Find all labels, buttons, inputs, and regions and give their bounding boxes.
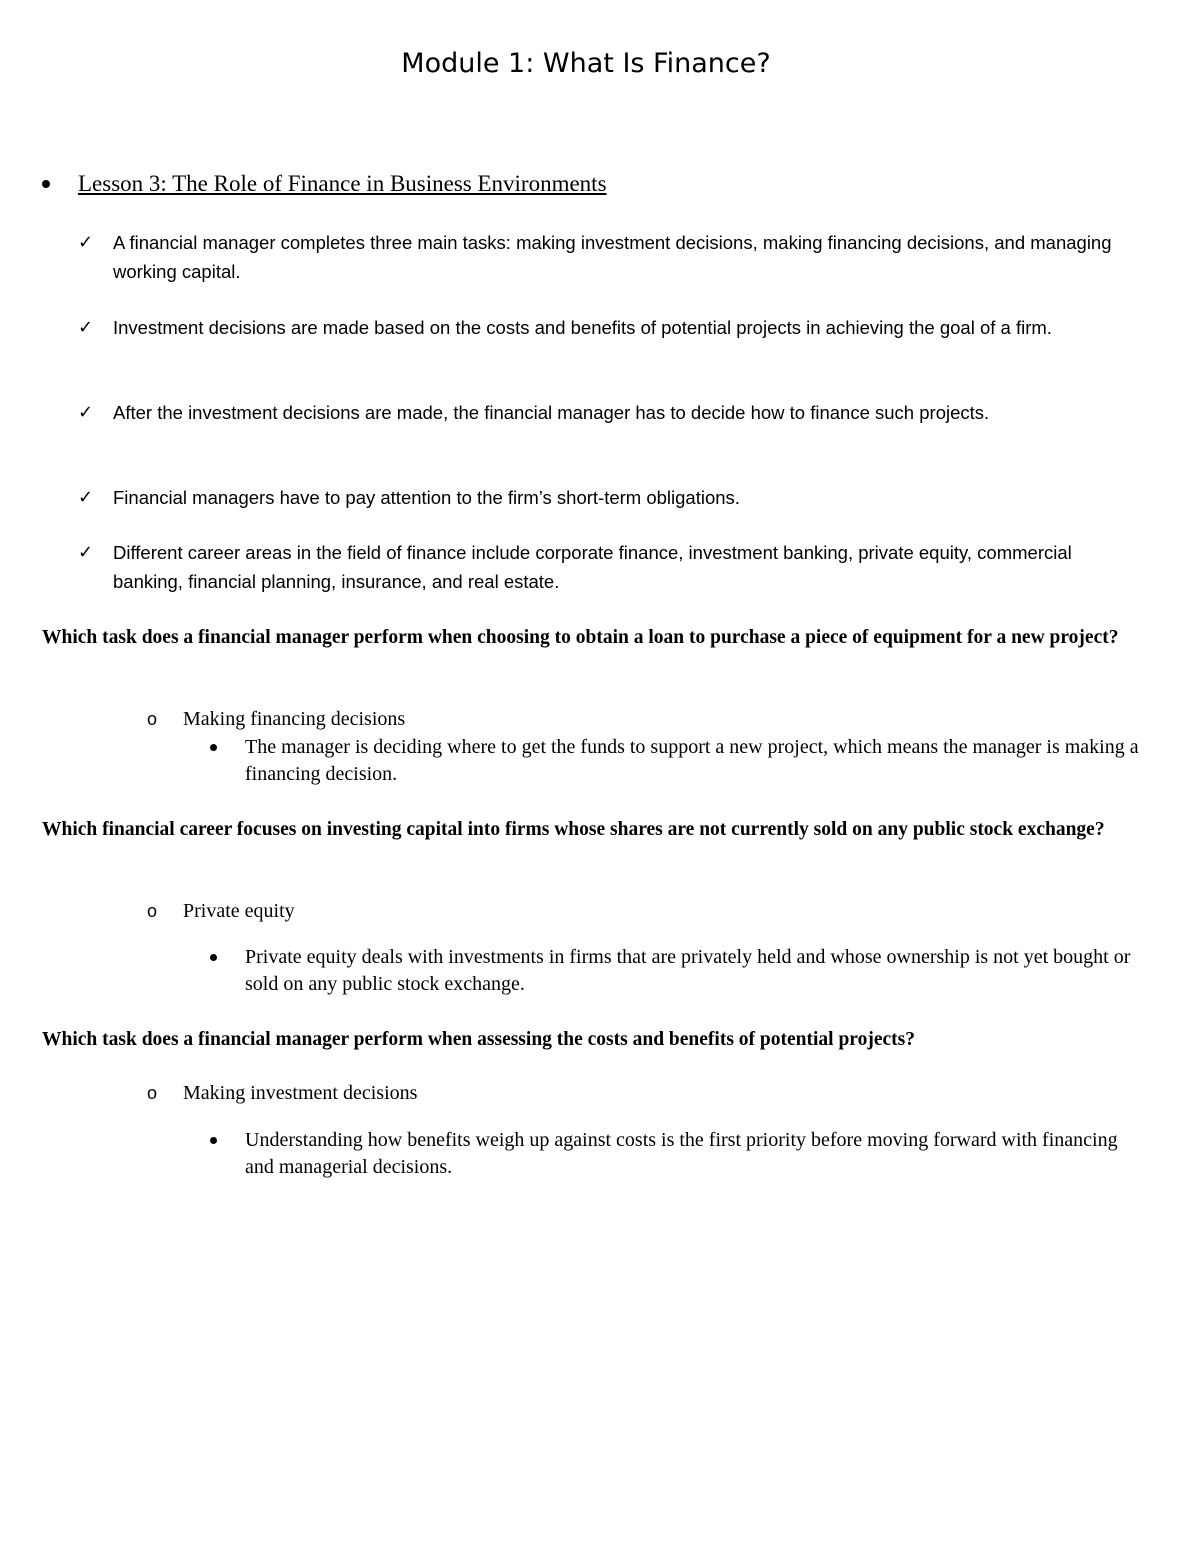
bullet-icon [210, 744, 217, 751]
circle-bullet-icon: o [147, 709, 158, 729]
explanation-text: Private equity deals with investments in firms that are privately held and whose ownership is not yet bought or sold on any public stock exchange. [245, 946, 1131, 995]
explanation-item [210, 1127, 1140, 1181]
bullet-icon [210, 954, 217, 961]
answer-item [147, 705, 1147, 733]
answer-text: Making investment decisions [183, 1082, 418, 1104]
question-text: Which task does a financial manager perform when assessing the costs and benefits of potential projects? [42, 1029, 915, 1050]
checkmark-icon: ✓ [78, 542, 94, 563]
lesson-point [78, 313, 1138, 342]
explanation-text: Understanding how benefits weigh up against costs is the first priority before moving forward with financing and managerial decisions. [245, 1129, 1118, 1178]
question-text: Which financial career focuses on investing capital into firms whose shares are not currently sold on any public stock exchange? [42, 819, 1105, 840]
checkmark-icon: ✓ [78, 402, 94, 423]
lesson-point [78, 228, 1138, 286]
bullet-icon [210, 1137, 217, 1144]
lesson-point [78, 398, 1138, 427]
explanation-text: The manager is deciding where to get the funds to support a new project, which means the manager is making a financing decision. [245, 736, 1139, 785]
circle-bullet-icon: o [147, 1083, 158, 1103]
checkmark-icon: ✓ [78, 317, 94, 338]
explanation-item [210, 944, 1140, 998]
circle-bullet-icon: o [147, 901, 158, 921]
page-title: Module 1: What Is Finance? [401, 48, 771, 79]
lesson-point [78, 538, 1138, 596]
lesson-point-text: Investment decisions are made based on the costs and benefits of potential projects in achieving the goal of a firm. [113, 317, 1052, 338]
question-text: Which task does a financial manager perform when choosing to obtain a loan to purchase a piece of equipment for a new project? [42, 627, 1119, 648]
explanation-item [210, 734, 1140, 788]
answer-text: Making financing decisions [183, 708, 406, 730]
lesson-point-text: A financial manager completes three main tasks: making investment decisions, making financing decisions, and managing working capital. [113, 232, 1112, 282]
answer-item [147, 1079, 1147, 1107]
bullet-icon [42, 180, 50, 188]
lesson-title: Lesson 3: The Role of Finance in Business Environments [78, 171, 607, 196]
lesson-point-text: After the investment decisions are made, the financial manager has to decide how to finance such projects. [113, 402, 990, 423]
answer-text: Private equity [183, 900, 295, 922]
checkmark-icon: ✓ [78, 487, 94, 508]
answer-item [147, 897, 1147, 925]
lesson-point [78, 483, 1138, 512]
lesson-point-text: Different career areas in the field of finance include corporate finance, investment banking, private equity, commercial banking, financial planning, insurance, and real estate. [113, 542, 1072, 592]
checkmark-icon: ✓ [78, 232, 94, 253]
lesson-point-text: Financial managers have to pay attention to the firm’s short-term obligations. [113, 487, 740, 508]
